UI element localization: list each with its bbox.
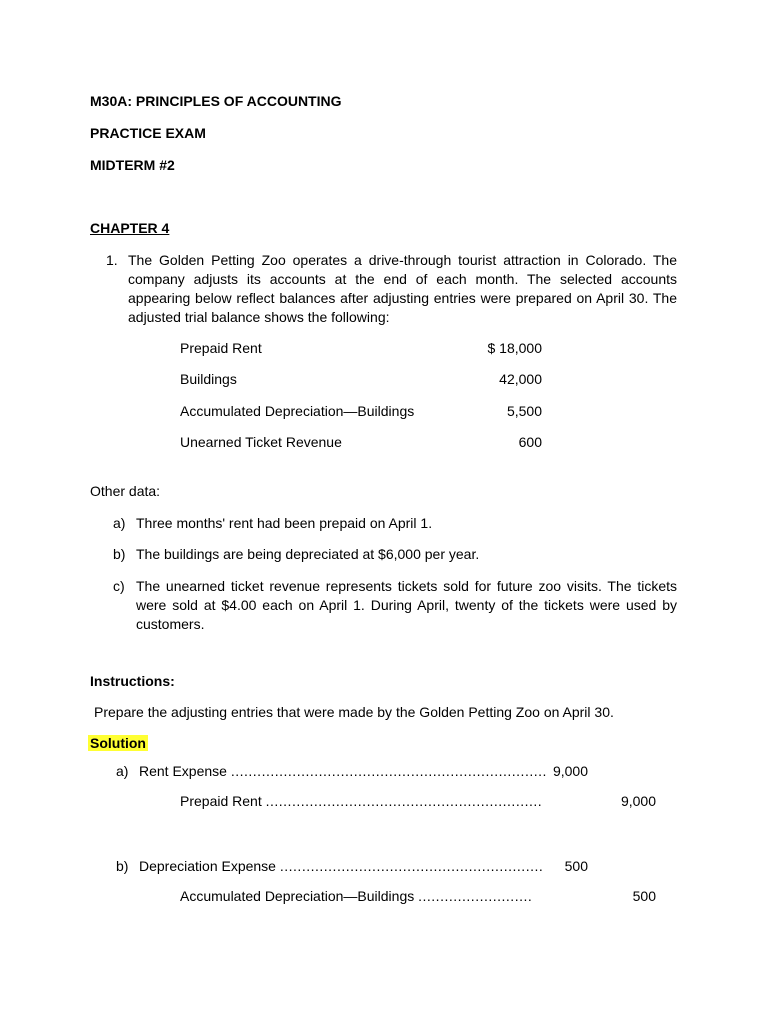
leader-dots: .......................... (418, 888, 533, 904)
list-marker: b) (113, 546, 126, 562)
question-number: 1. (106, 252, 118, 268)
solution-label-text: Solution (90, 735, 146, 751)
debit-account: Depreciation Expense (139, 858, 276, 874)
list-marker: c) (113, 578, 125, 594)
question-text: The Golden Petting Zoo operates a drive-through tourist attraction in Colorado. The company adjusts its accounts at the end of each month. The selected accounts appearing below reflect balances after adjusting entries were prepared on April 30. The adjusted trial balance shows the following: (128, 252, 677, 325)
account-amount: 42,000 (499, 371, 542, 387)
journal-debit-line (139, 762, 547, 780)
entry-marker: b) (116, 858, 129, 874)
chapter-heading: CHAPTER 4 (90, 220, 170, 236)
journal-debit-line (139, 857, 544, 875)
solution-label (88, 734, 148, 752)
journal-credit-line (180, 792, 543, 810)
list-item: The unearned ticket revenue represents tickets sold for future zoo visits. The tickets were sold at $4.00 each on April 1. During April, twenty of the tickets were used by customers. (136, 578, 677, 632)
journal-credit-line (180, 887, 533, 905)
debit-amount: 500 (564, 858, 588, 874)
exam-title: PRACTICE EXAM (90, 125, 206, 141)
list-item: The buildings are being depreciated at $6,000 per year. (136, 546, 480, 562)
course-title: M30A: PRINCIPLES OF ACCOUNTING (90, 93, 342, 109)
list-item: Three months' rent had been prepaid on April 1. (136, 515, 433, 531)
account-name: Accumulated Depreciation—Buildings (180, 403, 415, 419)
debit-amount: 9,000 (552, 763, 588, 779)
credit-amount: 500 (632, 888, 656, 904)
instructions-text: Prepare the adjusting entries that were made by the Golden Petting Zoo on April 30. (94, 704, 614, 720)
entry-marker: a) (116, 763, 129, 779)
leader-dots: ............................................................... (265, 793, 543, 809)
midterm-title: MIDTERM #2 (90, 157, 175, 173)
instructions-label: Instructions: (90, 673, 175, 689)
account-amount: 600 (518, 434, 542, 450)
leader-dots: ........................................................................ (230, 763, 547, 779)
account-name: Prepaid Rent (180, 340, 262, 356)
account-amount: $ 18,000 (487, 340, 542, 356)
account-name: Unearned Ticket Revenue (180, 434, 342, 450)
credit-amount: 9,000 (620, 793, 656, 809)
account-amount: 5,500 (506, 403, 542, 419)
leader-dots: ............................................................ (279, 858, 544, 874)
debit-account: Rent Expense (139, 763, 227, 779)
account-name: Buildings (180, 371, 237, 387)
credit-account: Accumulated Depreciation—Buildings (180, 888, 415, 904)
list-marker: a) (113, 515, 126, 531)
credit-account: Prepaid Rent (180, 793, 262, 809)
other-data-label: Other data: (90, 483, 161, 499)
